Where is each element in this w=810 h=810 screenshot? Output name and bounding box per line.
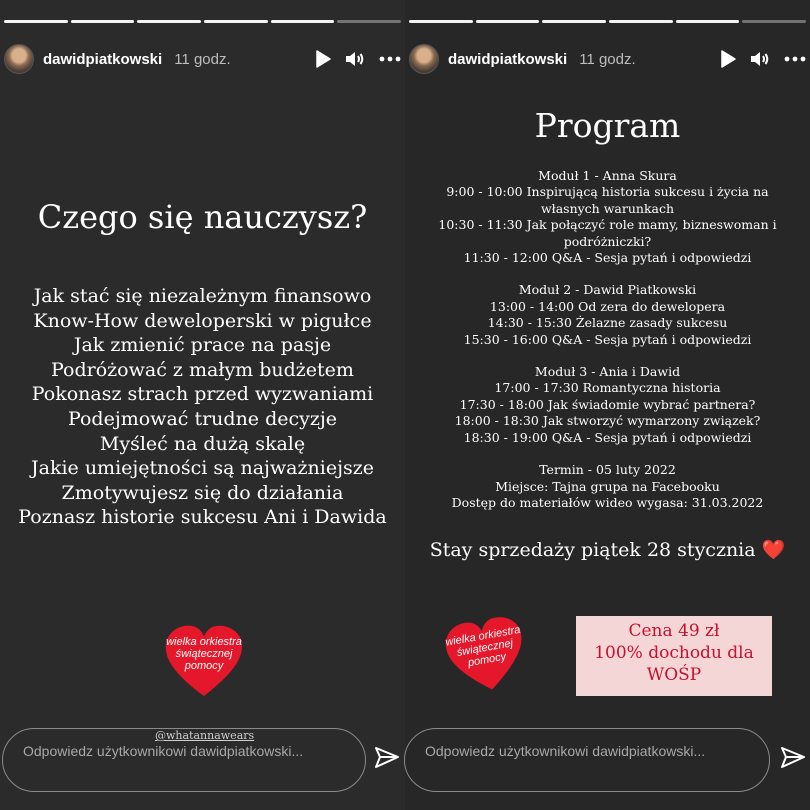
schedule-line: 17:00 - 17:30 Romantyczna historia — [494, 380, 721, 396]
wosp-heart-sticker[interactable] — [162, 622, 246, 698]
price-line: WOŚP — [646, 665, 702, 685]
event-info — [405, 462, 810, 511]
send-icon[interactable] — [374, 746, 400, 774]
price-banner — [576, 616, 772, 696]
story-title: Program — [534, 106, 681, 145]
list-item: Pokonasz strach przed wyzwaniami — [31, 383, 374, 406]
list-item: Podejmować trudne decyzje — [67, 407, 338, 430]
volume-icon[interactable] — [750, 50, 770, 68]
story-progress-bar — [409, 20, 806, 23]
reply-input[interactable]: Odpowiedz użytkownikowi dawidpiatkowski... — [2, 728, 366, 792]
schedule-line: 13:00 - 14:00 Od zera do dewelopera — [489, 298, 726, 314]
volume-icon[interactable] — [345, 50, 365, 68]
avatar[interactable] — [4, 44, 34, 74]
sale-text: Stay sprzedaży piątek 28 stycznia — [429, 539, 756, 561]
module-block — [405, 282, 810, 348]
list-item: Poznasz historie sukcesu Ani i Dawida — [18, 506, 387, 529]
program-schedule — [405, 168, 810, 527]
event-access: Dostęp do materiałów wideo wygasa: 31.03.2022 — [451, 494, 764, 510]
sale-announcement — [405, 538, 810, 561]
price-line: 100% dochodu dla — [594, 643, 754, 663]
story-title: Czego się nauczysz? — [37, 198, 368, 236]
story-header — [405, 40, 810, 78]
module-heading: Moduł 2 - Dawid Piatkowski — [518, 282, 697, 298]
event-place: Miejsce: Tajna grupa na Facebooku — [495, 478, 720, 494]
module-block — [405, 364, 810, 446]
more-icon[interactable] — [784, 56, 806, 62]
list-item: Jakie umiejętności są najważniejsze — [31, 457, 374, 480]
schedule-line: 18:00 - 18:30 Jak stworzyć wymarzony związek? — [454, 413, 761, 429]
schedule-line: 10:30 - 11:30 Jak połączyć role mamy, bizneswoman i podróżniczki? — [438, 217, 777, 249]
schedule-line: 9:00 - 10:00 Inspirującą historia sukcesu i życia na własnych warunkach — [446, 184, 769, 216]
module-block — [405, 168, 810, 266]
wosp-sticker-text: wielka orkiestra świątecznej pomocy — [166, 636, 242, 672]
list-item: Zmotywujesz się do działania — [61, 481, 344, 504]
list-item: Myśleć na dużą skalę — [99, 432, 306, 455]
list-item: Podróżować z małym budżetem — [51, 358, 354, 381]
list-item: Know-How deweloperski w pigułce — [33, 309, 372, 332]
list-item: Jak zmienić prace na pasje — [73, 334, 332, 357]
story-progress-bar — [4, 20, 401, 23]
schedule-line: 17:30 - 18:00 Jak świadomie wybrać partnera? — [459, 396, 756, 412]
heart-icon: ❤️ — [761, 539, 786, 561]
play-icon[interactable] — [720, 50, 736, 68]
avatar[interactable] — [409, 44, 439, 74]
reply-input[interactable]: Odpowiedz użytkownikowi dawidpiatkowski... — [404, 728, 770, 792]
username[interactable]: dawidpiatkowski — [448, 50, 568, 68]
event-term: Termin - 05 luty 2022 — [539, 462, 676, 478]
post-time: 11 godz. — [174, 50, 231, 68]
story-header — [0, 40, 405, 78]
price-line: Cena 49 zł — [628, 621, 720, 641]
schedule-line: 14:30 - 15:30 Żelazne zasady sukcesu — [487, 315, 728, 331]
learning-list — [0, 284, 405, 530]
schedule-line: 11:30 - 12:00 Q&A - Sesja pytań i odpowiedzi — [463, 250, 752, 266]
watermark-mention[interactable]: @whatannawears — [155, 729, 255, 742]
play-icon[interactable] — [315, 50, 331, 68]
more-icon[interactable] — [379, 56, 401, 62]
post-time: 11 godz. — [579, 50, 636, 68]
send-icon[interactable] — [780, 746, 806, 774]
schedule-line: 15:30 - 16:00 Q&A - Sesja pytań i odpowiedzi — [463, 331, 752, 347]
wosp-sticker-text: wielka orkiestra świątecznej pomocy — [444, 623, 522, 670]
username[interactable]: dawidpiatkowski — [43, 50, 163, 68]
module-heading: Moduł 1 - Anna Skura — [538, 168, 677, 183]
wosp-heart-sticker[interactable] — [438, 609, 534, 698]
module-heading: Moduł 3 - Ania i Dawid — [534, 364, 681, 380]
list-item: Jak stać się niezależnym finansowo — [33, 285, 372, 307]
schedule-line: 18:30 - 19:00 Q&A - Sesja pytań i odpowiedzi — [463, 429, 752, 445]
